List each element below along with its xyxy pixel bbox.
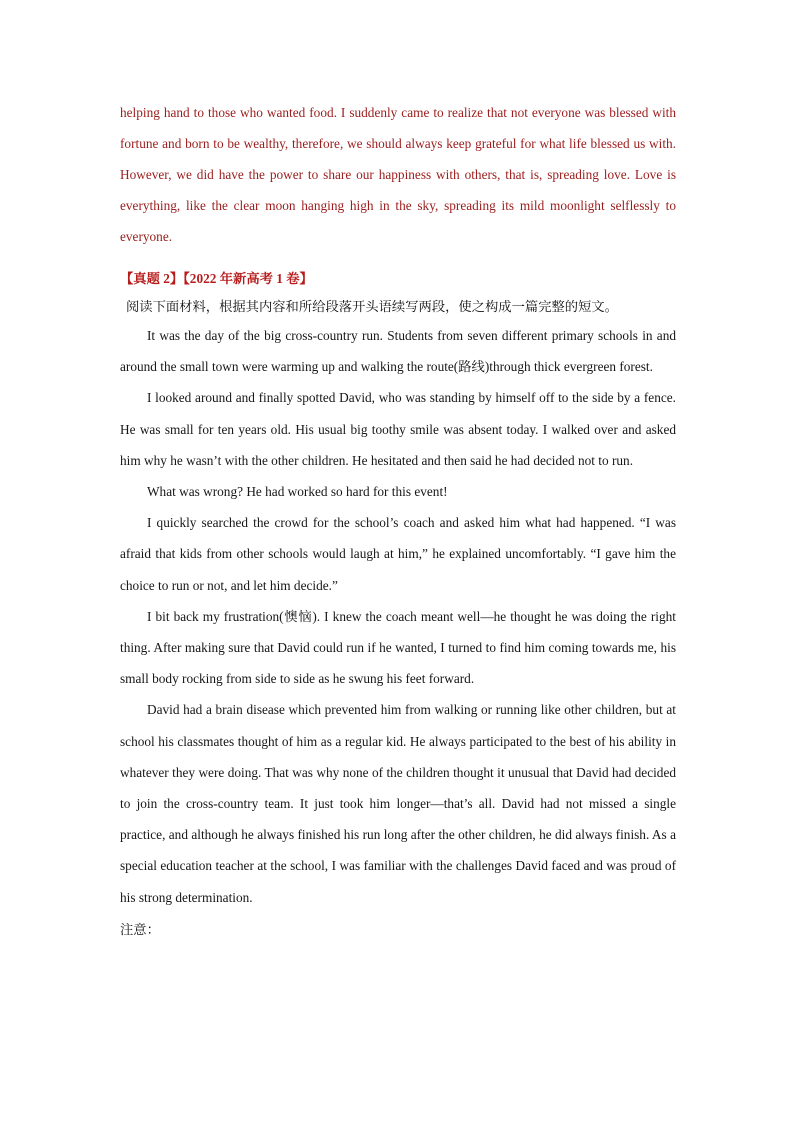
story-paragraph: I bit back my frustration(懊恼). I knew the coach meant well—he thought he was doing the right thing. After making sure that David could run if he wanted, I turned to find him coming towards me, his small body rocking from side to side as he swung his feet forward. <box>120 608 676 687</box>
page-content <box>120 97 676 943</box>
story-paragraph: I looked around and finally spotted David, who was standing by himself off to the side by a fence. He was small for ten years old. His usual big toothy smile was absent today. I walked over and asked him why he wasn’t with the other children. He hesitated and then said he had decided not to run. <box>120 390 676 468</box>
task-instruction: 阅读下面材料，根据其内容和所给段落开头语续写两段，使之构成一篇完整的短文。 <box>126 299 618 314</box>
story-paragraph: I quickly searched the crowd for the school’s coach and asked him what had happened. “I was afraid that kids from other schools would laugh at him,” he explained uncomfortably. “I gave him the choice to run or not, and let him decide.” <box>120 515 676 593</box>
question-heading: 【真题 2】【2022 年新高考 1 卷】 <box>120 271 313 286</box>
story-paragraph: What was wrong? He had worked so hard for this event! <box>147 484 448 500</box>
story-paragraph: David had a brain disease which prevented him from walking or running like other children, but at school his classmates thought of him as a regular kid. He always participated to the best of his ability in whatever they were doing. That was why none of the children thought it unusual that David had decided to join the cross-country team. It just took him longer—that’s all. David had not missed a single practice, and although he always finished his run long after the other children, he did always finish. As a special education teacher at the school, I was familiar with the challenges David faced and was proud of his strong determination. <box>120 702 676 905</box>
story-text <box>120 320 676 913</box>
note-label: 注意： <box>120 921 160 937</box>
story-paragraph: It was the day of the big cross-country run. Students from seven different primary schools in and around the small town were warming up and walking the route(路线)through thick evergreen forest. <box>120 328 676 375</box>
previous-answer-paragraph: helping hand to those who wanted food. I suddenly came to realize that not everyone was blessed with fortune and born to be wealthy, therefore, we should always keep grateful for what life blessed us with. However, we did have the power to share our happiness with others, that is, spreading love. Love is everything, like the clear moon hanging high in the sky, spreading its mild moonlight selflessly to everyone. <box>120 105 676 244</box>
